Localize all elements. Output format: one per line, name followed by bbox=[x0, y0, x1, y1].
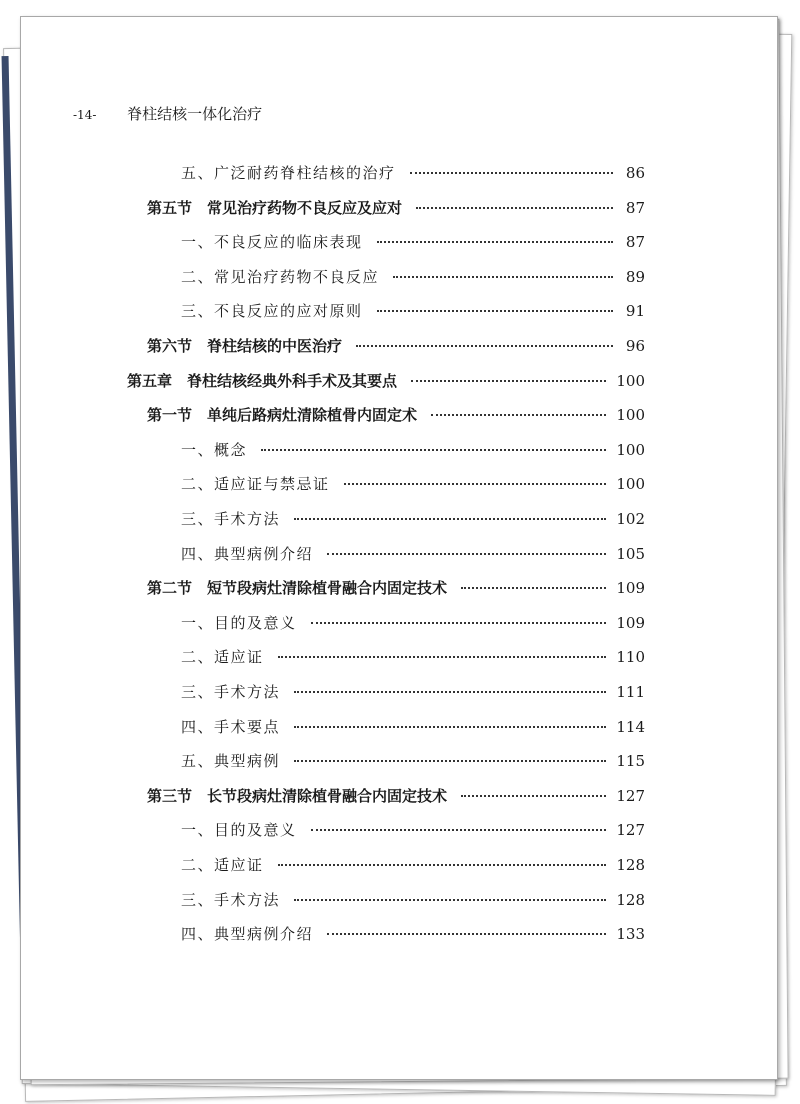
toc-entry-page: 87 bbox=[625, 233, 645, 252]
toc-leader-dots bbox=[294, 899, 606, 901]
toc-leader-dots bbox=[377, 310, 613, 312]
toc-entry-title: 五、广泛耐药脊柱结核的治疗 bbox=[181, 164, 396, 182]
toc-entry[interactable] bbox=[147, 335, 645, 357]
toc-entry-page: 87 bbox=[625, 198, 645, 217]
toc-entry[interactable] bbox=[181, 473, 645, 495]
toc-leader-dots bbox=[461, 587, 606, 589]
toc-entry[interactable] bbox=[181, 854, 645, 876]
toc-leader-dots bbox=[327, 553, 606, 555]
toc-leader-dots bbox=[416, 207, 613, 209]
toc-entry[interactable] bbox=[147, 577, 645, 599]
toc-entry-page: 109 bbox=[616, 579, 645, 598]
toc-leader-dots bbox=[461, 795, 606, 797]
toc-entry-title: 一、目的及意义 bbox=[181, 821, 297, 840]
toc-entry[interactable] bbox=[181, 716, 645, 738]
toc-entry-title: 二、适应证 bbox=[181, 856, 264, 874]
toc-entry-page: 111 bbox=[616, 683, 645, 701]
toc-leader-dots bbox=[278, 656, 607, 658]
toc-entry[interactable] bbox=[181, 439, 645, 461]
toc-leader-dots bbox=[411, 380, 606, 382]
toc-entry[interactable] bbox=[181, 300, 645, 322]
toc-entry-page: 127 bbox=[616, 786, 645, 805]
toc-entry-page: 86 bbox=[625, 164, 645, 182]
toc-entry-page: 127 bbox=[616, 821, 645, 840]
toc-entry[interactable] bbox=[181, 889, 645, 911]
toc-entry-title: 第三节 长节段病灶清除植骨融合内固定技术 bbox=[147, 786, 448, 805]
toc-entry[interactable] bbox=[181, 612, 645, 634]
toc-entry-title: 第二节 短节段病灶清除植骨融合内固定技术 bbox=[147, 579, 448, 598]
toc-entry-page: 115 bbox=[616, 752, 645, 771]
toc-leader-dots bbox=[278, 864, 607, 866]
toc-entry-page: 89 bbox=[625, 267, 645, 286]
toc-entry-title: 一、不良反应的临床表现 bbox=[181, 233, 363, 252]
toc-entry[interactable] bbox=[181, 266, 645, 288]
toc-leader-dots bbox=[431, 414, 606, 416]
toc-leader-dots bbox=[294, 691, 606, 693]
toc-entry-page: 100 bbox=[616, 406, 645, 425]
toc-entry-title: 三、手术方法 bbox=[181, 510, 281, 528]
toc-entry-title: 五、典型病例 bbox=[181, 752, 281, 771]
toc-entry-title: 二、常见治疗药物不良反应 bbox=[181, 267, 380, 286]
toc-entry[interactable] bbox=[181, 819, 645, 841]
toc-entry-page: 114 bbox=[616, 717, 645, 736]
toc-leader-dots bbox=[294, 726, 606, 728]
toc-entry-page: 133 bbox=[616, 925, 645, 944]
toc-entry-title: 三、手术方法 bbox=[181, 683, 281, 701]
toc-entry-title: 三、不良反应的应对原则 bbox=[181, 302, 363, 321]
toc-entry-page: 109 bbox=[616, 613, 645, 632]
toc-entry-title: 一、概念 bbox=[181, 440, 248, 459]
toc-entry-page: 96 bbox=[625, 337, 645, 355]
toc-entry-page: 128 bbox=[616, 890, 645, 909]
header-book-title: 脊柱结核一体化治疗 bbox=[127, 105, 263, 123]
toc-leader-dots bbox=[393, 276, 613, 278]
toc-leader-dots bbox=[294, 518, 606, 520]
toc-entry-page: 91 bbox=[625, 302, 645, 321]
toc-entry[interactable] bbox=[181, 231, 645, 253]
toc-entry[interactable] bbox=[181, 508, 645, 530]
toc-leader-dots bbox=[356, 345, 613, 347]
toc-entry[interactable] bbox=[181, 162, 645, 184]
document-page bbox=[20, 16, 778, 1080]
toc-entry[interactable] bbox=[147, 197, 645, 219]
toc-entry-page: 102 bbox=[616, 510, 645, 528]
toc-entry-title: 四、典型病例介绍 bbox=[181, 925, 314, 944]
toc-entry-page: 100 bbox=[616, 440, 645, 459]
toc-entry[interactable] bbox=[181, 681, 645, 703]
toc-leader-dots bbox=[377, 241, 613, 243]
toc-leader-dots bbox=[327, 933, 606, 935]
toc-entry[interactable] bbox=[181, 750, 645, 772]
toc-entry-title: 二、适应证与禁忌证 bbox=[181, 475, 330, 494]
toc-entry[interactable] bbox=[147, 404, 645, 426]
toc-entry[interactable] bbox=[127, 370, 645, 392]
toc-entry[interactable] bbox=[147, 785, 645, 807]
toc-leader-dots bbox=[311, 622, 607, 624]
toc-entry-page: 128 bbox=[616, 856, 645, 874]
toc-entry[interactable] bbox=[181, 646, 645, 668]
toc-entry-page: 100 bbox=[616, 371, 645, 390]
toc-leader-dots bbox=[344, 483, 607, 485]
toc-entry-page: 105 bbox=[616, 544, 645, 563]
toc-entry-title: 第五节 常见治疗药物不良反应及应对 bbox=[147, 198, 403, 217]
toc-leader-dots bbox=[294, 760, 606, 762]
toc-entry-title: 四、典型病例介绍 bbox=[181, 544, 314, 563]
toc-entry-title: 第六节 脊柱结核的中医治疗 bbox=[147, 337, 343, 355]
toc-entry-title: 三、手术方法 bbox=[181, 890, 281, 909]
toc-entry[interactable] bbox=[181, 543, 645, 565]
toc-entry-title: 四、手术要点 bbox=[181, 717, 281, 736]
running-header bbox=[73, 103, 262, 124]
toc-leader-dots bbox=[311, 829, 607, 831]
header-page-number: -14- bbox=[73, 108, 97, 122]
toc-entry-title: 第一节 单纯后路病灶清除植骨内固定术 bbox=[147, 406, 418, 425]
toc-entry-page: 110 bbox=[616, 648, 645, 667]
toc-entry-title: 一、目的及意义 bbox=[181, 613, 297, 632]
toc-entry-page: 100 bbox=[616, 475, 645, 494]
toc-entry-title: 第五章 脊柱结核经典外科手术及其要点 bbox=[127, 371, 398, 390]
toc-leader-dots bbox=[410, 172, 613, 174]
toc-entry-title: 二、适应证 bbox=[181, 648, 264, 667]
toc-leader-dots bbox=[261, 449, 606, 451]
toc-entry[interactable] bbox=[181, 923, 645, 945]
